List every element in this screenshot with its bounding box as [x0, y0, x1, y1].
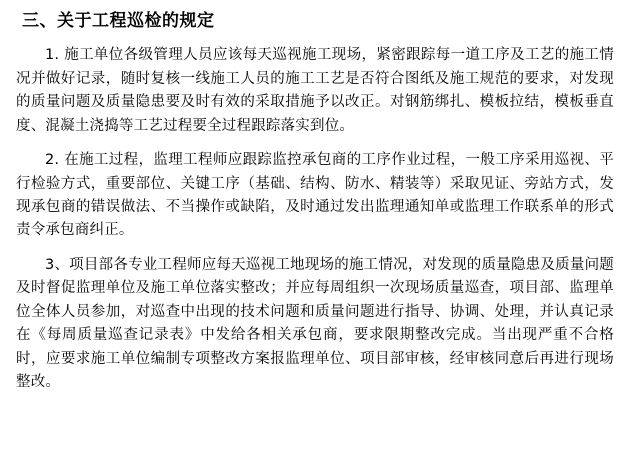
- paragraph-3: 3、项目部各专业工程师应每天巡视工地现场的施工情况，对发现的质量隐患及质量问题及时督促监理单位及施工单位落实整改；并应每周组织一次现场质量巡查，项目部、监理单位全体人员参加，对巡查中出现的技术问题和质量问题进行指导、协调、处理，并认真记录在《每周质量巡查记录表》中发给各相关承包商，要求限期整改完成。当出现严重不合格时，应要求施工单位编制专项整改方案报监理单位、项目部审核，经审核同意后再进行现场整改。: [16, 256, 614, 391]
- paragraph-1: 1. 施工单位各级管理人员应该每天巡视施工现场，紧密跟踪每一道工序及工艺的施工情况并做好记录，随时复核一线施工人员的施工工艺是否符合图纸及施工规范的要求，对发现的质量问题及质量隐患要及时有效的采取措施予以改正。对钢筋绑扎、模板拉结，模板垂直度、混凝土浇捣等工艺过程要全过程跟踪落实到位。: [16, 47, 614, 134]
- page-title: 三、关于工程巡检的规定: [22, 11, 215, 31]
- paragraph-2: 2. 在施工过程，监理工程师应跟踪监控承包商的工序作业过程，一般工序采用巡视、平行检验方式，重要部位、关键工序（基础、结构、防水、精装等）采取见证、旁站方式，发现承包商的错误做法、不当操作或缺陷，及时通过发出监理通知单或监理工作联系单的形式责令承包商纠正。: [16, 152, 614, 239]
